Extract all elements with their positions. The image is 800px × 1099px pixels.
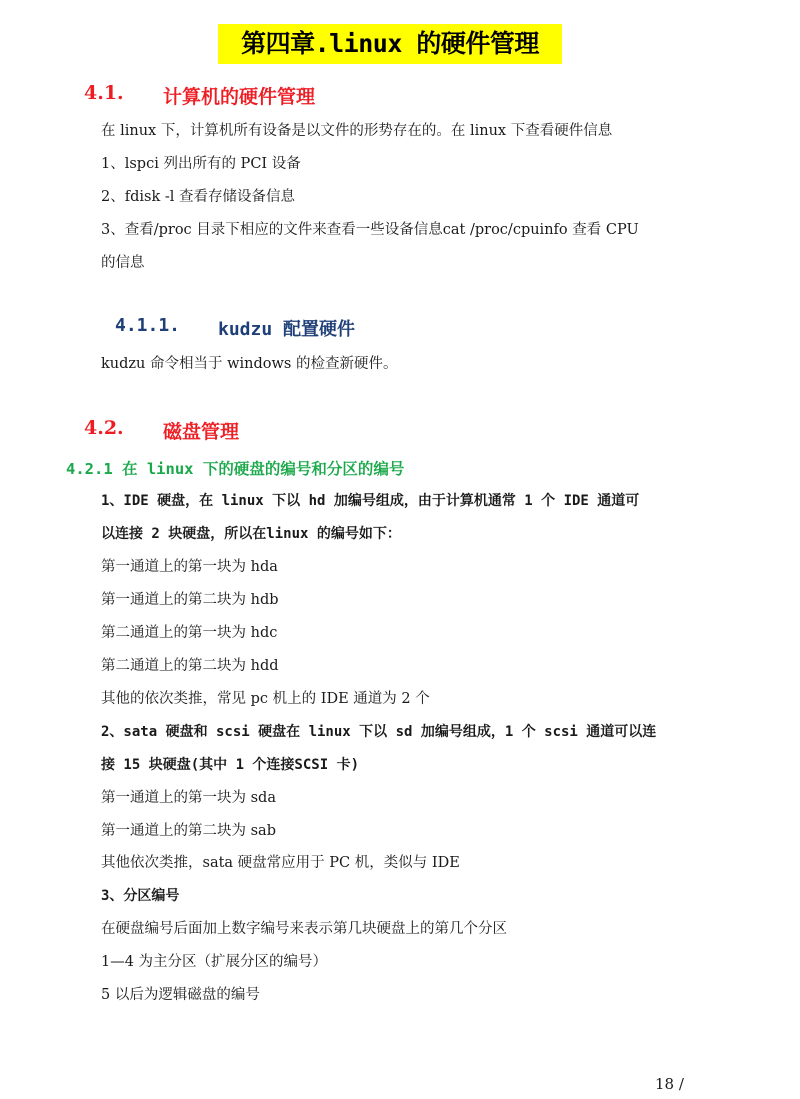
section-title: 计算机的硬件管理 [163,86,316,108]
paragraph-line: 其他依次类推，sata 硬盘常应用于 PC 机，类似与 IDE [101,855,460,871]
paragraph-line: 1、lspci 列出所有的 PCI 设备 [101,156,301,172]
paragraph-line: 第一通道上的第一块为 hda [101,559,278,575]
subsection-title: kudzu 配置硬件 [218,319,356,340]
bold-paragraph-line: 2、sata 硬盘和 scsi 硬盘在 linux 下以 sd 加编号组成，1 个 scsi 通道可以连 [101,724,657,740]
paragraph-line: 第一通道上的第二块为 hdb [101,592,279,608]
paragraph-line: 在 linux 下，计算机所有设备是以文件的形势存在的。在 linux 下查看硬件信息 [101,123,613,139]
section-title: 磁盘管理 [163,421,240,443]
section-number: 4.1. [84,82,124,104]
paragraph-line: 3、查看/proc 目录下相应的文件来查看一些设备信息cat /proc/cpuinfo 查看 CPU [101,222,639,238]
bold-paragraph-line: 1、IDE 硬盘，在 linux 下以 hd 加编号组成，由于计算机通常 1 个 IDE 通道可 [101,493,640,509]
paragraph-line: 在硬盘编号后面加上数字编号来表示第几块硬盘上的第几个分区 [101,921,507,937]
paragraph-line: kudzu 命令相当于 windows 的检查新硬件。 [101,356,398,372]
paragraph-line: 5 以后为逻辑磁盘的编号 [101,987,260,1003]
paragraph-line: 的信息 [101,255,145,271]
subsection-number: 4.1.1. [115,315,181,336]
chapter-title: 第四章.linux 的硬件管理 [218,24,562,64]
bold-paragraph-line: 3、分区编号 [101,888,180,904]
paragraph-line: 其他的依次类推，常见 pc 机上的 IDE 通道为 2 个 [101,691,430,707]
paragraph-line: 第一通道上的第一块为 sda [101,790,276,806]
section-number: 4.2. [84,417,124,439]
paragraph-line: 第二通道上的第二块为 hdd [101,658,279,674]
bold-paragraph-line: 接 15 块硬盘(其中 1 个连接SCSI 卡) [101,757,360,773]
paragraph-line: 1—4 为主分区（扩展分区的编号） [101,954,328,970]
subsection-heading-4-2-1: 4.2.1 在 linux 下的硬盘的编号和分区的编号 [66,460,405,478]
paragraph-line: 第二通道上的第一块为 hdc [101,625,278,641]
page-number: 18 / [655,1075,684,1093]
paragraph-line: 2、fdisk -l 查看存储设备信息 [101,189,295,205]
bold-paragraph-line: 以连接 2 块硬盘，所以在linux 的编号如下： [101,526,401,542]
paragraph-line: 第一通道上的第二块为 sab [101,823,276,839]
